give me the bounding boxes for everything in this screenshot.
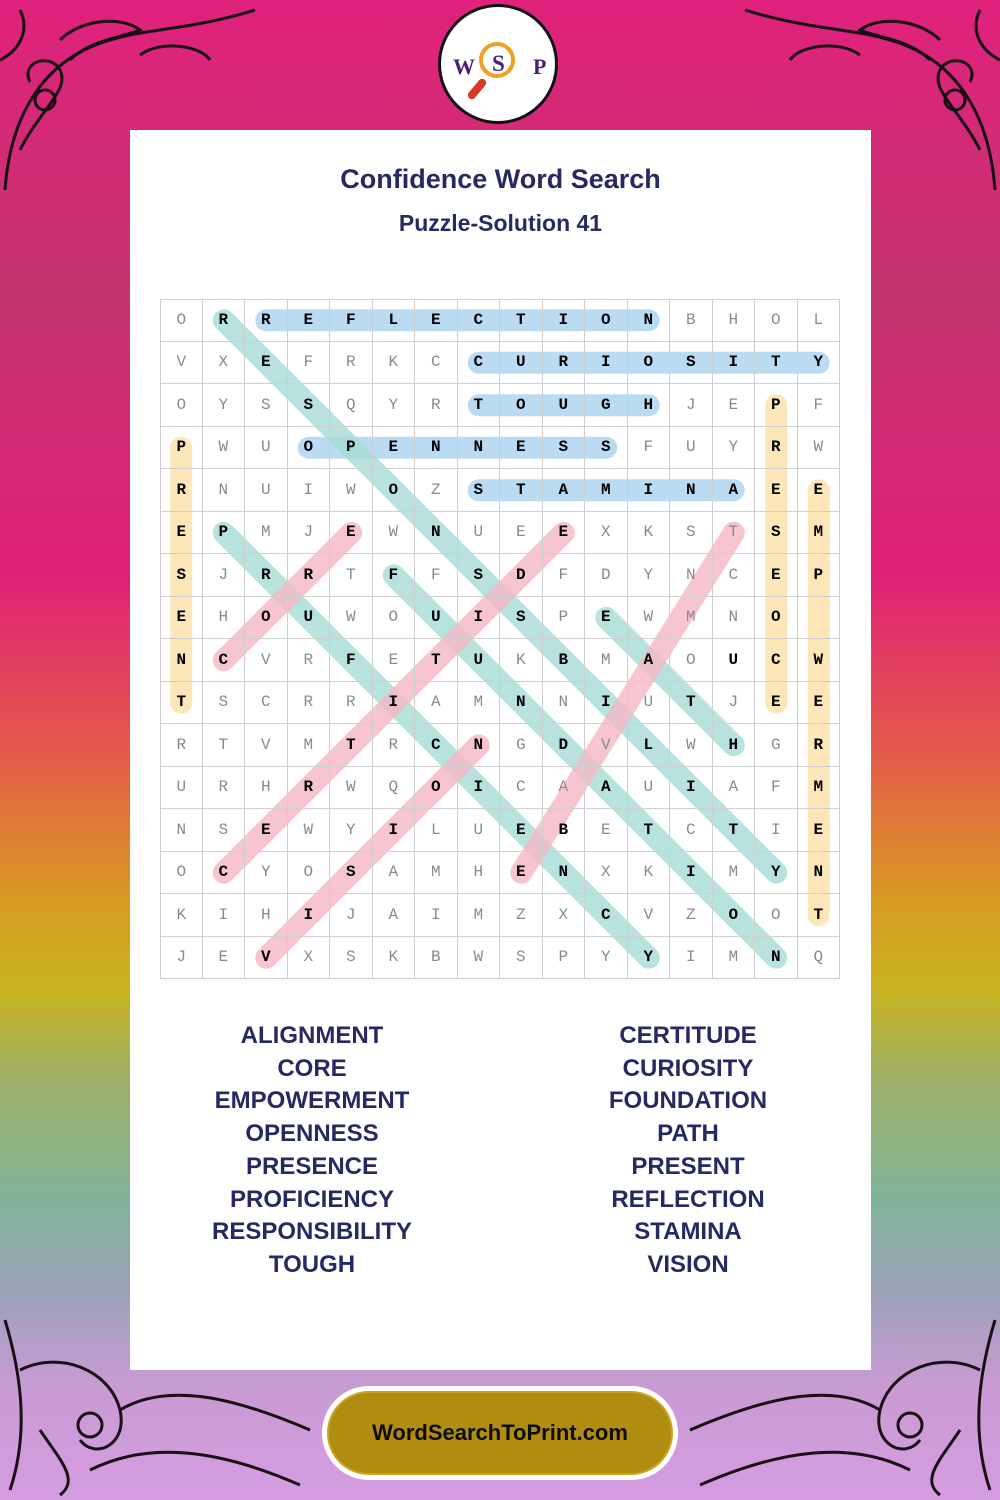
grid-cell[interactable]: E	[713, 384, 756, 427]
grid-cell[interactable]: W	[330, 767, 373, 810]
grid-cell[interactable]: R	[160, 724, 203, 767]
grid-cell[interactable]: M	[288, 724, 331, 767]
grid-cell[interactable]: Z	[500, 894, 543, 937]
grid-cell[interactable]: W	[670, 724, 713, 767]
grid-cell[interactable]: H	[458, 852, 501, 895]
grid-cell[interactable]: H	[203, 597, 246, 640]
word-list-item: TOUGH	[268, 1250, 356, 1278]
grid-cell[interactable]: N	[160, 809, 203, 852]
grid-cell[interactable]: R	[755, 427, 798, 470]
grid-cell[interactable]: E	[245, 809, 288, 852]
grid-cell[interactable]: F	[755, 767, 798, 810]
grid-cell[interactable]: E	[245, 342, 288, 385]
grid-cell[interactable]: J	[330, 894, 373, 937]
grid-cell[interactable]: G	[500, 724, 543, 767]
grid-cell[interactable]: T	[203, 724, 246, 767]
grid-cell[interactable]: O	[755, 597, 798, 640]
grid-cell[interactable]: W	[288, 809, 331, 852]
grid-cell[interactable]: W	[458, 937, 501, 980]
grid-cell[interactable]: F	[330, 299, 373, 342]
grid-cell[interactable]: R	[245, 554, 288, 597]
grid-cell[interactable]: U	[543, 384, 586, 427]
grid-cell[interactable]: C	[245, 682, 288, 725]
grid-cell[interactable]: U	[713, 639, 756, 682]
grid-cell[interactable]: I	[458, 597, 501, 640]
grid-cell[interactable]: V	[245, 937, 288, 980]
grid-cell[interactable]: N	[670, 469, 713, 512]
grid-cell[interactable]: P	[543, 597, 586, 640]
grid-cell[interactable]: O	[585, 299, 628, 342]
grid-cell[interactable]: F	[288, 342, 331, 385]
grid-cell[interactable]: B	[543, 639, 586, 682]
grid-cell[interactable]: Z	[670, 894, 713, 937]
grid-cell[interactable]: O	[628, 342, 671, 385]
grid-cell[interactable]: U	[458, 809, 501, 852]
grid-cell[interactable]: D	[500, 554, 543, 597]
grid-cell[interactable]: N	[628, 299, 671, 342]
grid-cell[interactable]: M	[585, 469, 628, 512]
grid-cell[interactable]: Y	[755, 852, 798, 895]
grid-cell[interactable]: U	[500, 342, 543, 385]
grid-cell[interactable]: R	[543, 342, 586, 385]
grid-cell[interactable]: A	[713, 767, 756, 810]
grid-cell[interactable]: H	[245, 894, 288, 937]
grid-cell[interactable]: N	[755, 937, 798, 980]
grid-cell[interactable]: Y	[628, 937, 671, 980]
grid-cell[interactable]: R	[415, 384, 458, 427]
grid-cell[interactable]: X	[203, 342, 246, 385]
grid-cell[interactable]: H	[713, 299, 756, 342]
grid-cell[interactable]: M	[458, 682, 501, 725]
grid-cell[interactable]: I	[755, 809, 798, 852]
grid-cell[interactable]: M	[585, 639, 628, 682]
grid-cell[interactable]: E	[500, 512, 543, 555]
grid-cell[interactable]: C	[415, 724, 458, 767]
grid-cell[interactable]: T	[713, 809, 756, 852]
grid-cell[interactable]: S	[500, 597, 543, 640]
grid-cell[interactable]: Y	[373, 384, 416, 427]
grid-cell[interactable]: S	[585, 427, 628, 470]
grid-cell[interactable]: E	[798, 469, 841, 512]
grid-cell[interactable]: R	[798, 724, 841, 767]
grid-cell[interactable]: F	[543, 554, 586, 597]
grid-cell[interactable]: M	[670, 597, 713, 640]
grid-cell[interactable]: T	[798, 894, 841, 937]
puzzle-title: Confidence Word Search	[340, 164, 661, 194]
grid-cell[interactable]: I	[458, 767, 501, 810]
grid-cell[interactable]: K	[628, 852, 671, 895]
grid-cell[interactable]: C	[203, 639, 246, 682]
grid-cell[interactable]: R	[373, 724, 416, 767]
grid-cell[interactable]: H	[245, 767, 288, 810]
word-list-item: CERTITUDE	[619, 1022, 757, 1049]
grid-cell[interactable]: N	[415, 512, 458, 555]
grid-cell[interactable]: V	[628, 894, 671, 937]
grid-cell[interactable]: S	[670, 512, 713, 555]
grid-cell[interactable]: U	[628, 682, 671, 725]
grid-cell[interactable]: I	[373, 682, 416, 725]
grid-cell[interactable]: L	[628, 724, 671, 767]
grid-cell[interactable]: N	[203, 469, 246, 512]
grid-cell[interactable]: O	[160, 299, 203, 342]
grid-cell[interactable]: T	[628, 809, 671, 852]
grid-cell[interactable]: G	[585, 384, 628, 427]
grid-cell[interactable]: I	[713, 342, 756, 385]
grid-cell[interactable]: O	[670, 639, 713, 682]
grid-cell[interactable]: W	[373, 512, 416, 555]
grid-cell[interactable]: Y	[203, 384, 246, 427]
grid-cell[interactable]: E	[543, 512, 586, 555]
grid-cell[interactable]: U	[628, 767, 671, 810]
grid-cell[interactable]: Z	[415, 469, 458, 512]
grid-cell[interactable]: R	[245, 299, 288, 342]
grid-cell[interactable]: B	[415, 937, 458, 980]
grid-cell[interactable]: N	[798, 852, 841, 895]
grid-cell[interactable]: A	[543, 469, 586, 512]
grid-cell[interactable]: M	[415, 852, 458, 895]
grid-cell[interactable]: Q	[330, 384, 373, 427]
grid-cell[interactable]: R	[203, 767, 246, 810]
grid-cell[interactable]: W	[628, 597, 671, 640]
grid-cell[interactable]: M	[798, 767, 841, 810]
grid-cell[interactable]: Y	[330, 809, 373, 852]
grid-cell[interactable]: E	[755, 469, 798, 512]
grid-cell[interactable]: W	[330, 469, 373, 512]
grid-cell[interactable]: N	[415, 427, 458, 470]
grid-cell[interactable]: A	[415, 682, 458, 725]
grid-cell[interactable]: T	[160, 682, 203, 725]
grid-cell[interactable]: O	[415, 767, 458, 810]
grid-cell[interactable]: K	[160, 894, 203, 937]
word-list-item: OPENNESS	[245, 1120, 379, 1148]
grid-cell[interactable]: A	[713, 469, 756, 512]
grid-cell[interactable]: E	[585, 597, 628, 640]
word-list-left	[132, 1020, 492, 1282]
grid-cell[interactable]: U	[288, 597, 331, 640]
grid-cell[interactable]: A	[373, 852, 416, 895]
grid-cell[interactable]: V	[245, 724, 288, 767]
grid-cell[interactable]: E	[755, 554, 798, 597]
grid-cell[interactable]: Q	[373, 767, 416, 810]
grid-cell[interactable]: U	[458, 639, 501, 682]
grid-cell[interactable]: P	[755, 384, 798, 427]
grid-cell[interactable]: O	[500, 384, 543, 427]
grid-cell[interactable]: E	[755, 682, 798, 725]
grid-cell[interactable]: J	[160, 937, 203, 980]
word-list-item: ALIGNMENT	[240, 1022, 384, 1049]
grid-cell[interactable]: K	[373, 937, 416, 980]
grid-cell[interactable]: S	[160, 554, 203, 597]
grid-cell[interactable]: E	[160, 597, 203, 640]
word-search-grid-area	[160, 299, 840, 979]
word-list-item: CURIOSITY	[622, 1054, 754, 1082]
grid-cell[interactable]: A	[628, 639, 671, 682]
grid-cell[interactable]: M	[458, 894, 501, 937]
grid-cell[interactable]: P	[798, 554, 841, 597]
grid-cell[interactable]: S	[330, 852, 373, 895]
grid-cell[interactable]: B	[670, 299, 713, 342]
grid-cell[interactable]: L	[415, 809, 458, 852]
grid-cell[interactable]: S	[203, 682, 246, 725]
grid-cell[interactable]: O	[160, 384, 203, 427]
grid-cell[interactable]: B	[543, 809, 586, 852]
grid-cell[interactable]: E	[373, 427, 416, 470]
grid-cell[interactable]: A	[543, 767, 586, 810]
grid-cell[interactable]: E	[203, 937, 246, 980]
grid-cell[interactable]: G	[755, 724, 798, 767]
grid-cell[interactable]: U	[245, 469, 288, 512]
grid-cell[interactable]: S	[670, 342, 713, 385]
grid-cell[interactable]: Y	[713, 427, 756, 470]
grid-cell[interactable]: U	[415, 597, 458, 640]
grid-cell[interactable]: T	[500, 469, 543, 512]
grid-cell[interactable]: C	[203, 852, 246, 895]
word-list-item: CORE	[277, 1054, 347, 1082]
grid-cell[interactable]: Y	[798, 342, 841, 385]
grid-cell[interactable]: S	[755, 512, 798, 555]
grid-cell[interactable]: R	[288, 767, 331, 810]
word-list-item: STAMINA	[634, 1218, 742, 1246]
grid-cell[interactable]: D	[543, 724, 586, 767]
grid-cell[interactable]: X	[585, 852, 628, 895]
site-link-button[interactable]: WordSearchToPrint.com	[322, 1386, 678, 1480]
word-list-item: VISION	[647, 1250, 729, 1278]
grid-cell[interactable]: S	[330, 937, 373, 980]
grid-cell[interactable]: V	[585, 724, 628, 767]
grid-cell[interactable]: J	[203, 554, 246, 597]
puzzle-subtitle: Puzzle-Solution 41	[398, 210, 603, 236]
grid-cell[interactable]: O	[373, 469, 416, 512]
grid-cell[interactable]: Y	[628, 554, 671, 597]
grid-cell[interactable]: I	[628, 469, 671, 512]
grid-cell[interactable]: W	[203, 427, 246, 470]
grid-cell[interactable]: M	[713, 937, 756, 980]
grid-cell[interactable]: E	[500, 427, 543, 470]
letter-grid	[160, 299, 840, 979]
grid-cell[interactable]: P	[160, 427, 203, 470]
grid-cell[interactable]: W	[798, 427, 841, 470]
grid-cell[interactable]: H	[713, 724, 756, 767]
grid-cell[interactable]: E	[585, 809, 628, 852]
grid-cell[interactable]: S	[458, 469, 501, 512]
grid-cell[interactable]: C	[585, 894, 628, 937]
grid-cell[interactable]: T	[500, 299, 543, 342]
grid-cell[interactable]: T	[670, 682, 713, 725]
grid-cell[interactable]: F	[628, 427, 671, 470]
grid-cell[interactable]: M	[713, 852, 756, 895]
grid-cell[interactable]: T	[330, 724, 373, 767]
grid-cell[interactable]: N	[670, 554, 713, 597]
grid-cell[interactable]: F	[330, 639, 373, 682]
grid-cell[interactable]: N	[543, 682, 586, 725]
grid-cell[interactable]: U	[160, 767, 203, 810]
grid-cell[interactable]: N	[543, 852, 586, 895]
grid-cell[interactable]: T	[330, 554, 373, 597]
grid-cell[interactable]: E	[500, 852, 543, 895]
grid-cell[interactable]: J	[288, 512, 331, 555]
grid-cell[interactable]: M	[798, 512, 841, 555]
grid-cell[interactable]: X	[288, 937, 331, 980]
grid-cell[interactable]: O	[245, 597, 288, 640]
word-list-item: PRESENCE	[245, 1152, 379, 1180]
grid-cell[interactable]: F	[798, 384, 841, 427]
word-list-right	[508, 1020, 868, 1282]
grid-cell[interactable]: E	[288, 299, 331, 342]
grid-cell[interactable]: I	[585, 342, 628, 385]
grid-cell[interactable]: N	[458, 427, 501, 470]
grid-cell[interactable]: U	[245, 427, 288, 470]
grid-cell[interactable]: I	[670, 852, 713, 895]
grid-cell[interactable]: R	[288, 639, 331, 682]
grid-cell[interactable]: I	[288, 894, 331, 937]
grid-cell[interactable]: R	[330, 342, 373, 385]
grid-cell[interactable]: L	[373, 299, 416, 342]
word-list-item: REFLECTION	[611, 1185, 765, 1213]
logo[interactable]	[438, 4, 558, 124]
grid-cell[interactable]: R	[330, 682, 373, 725]
word-list-item: EMPOWERMENT	[214, 1087, 410, 1115]
grid-cell[interactable]: D	[585, 554, 628, 597]
grid-cell[interactable]: C	[670, 809, 713, 852]
word-list-item: RESPONSIBILITY	[211, 1218, 413, 1246]
grid-cell[interactable]: F	[415, 554, 458, 597]
grid-cell[interactable]: C	[755, 639, 798, 682]
grid-cell[interactable]: J	[670, 384, 713, 427]
grid-cell[interactable]: P	[330, 427, 373, 470]
grid-cell[interactable]: M	[245, 512, 288, 555]
grid-cell[interactable]: R	[288, 554, 331, 597]
grid-cell[interactable]: C	[458, 342, 501, 385]
grid-cell[interactable]: C	[415, 342, 458, 385]
grid-cell[interactable]: S	[245, 384, 288, 427]
grid-cell[interactable]: K	[500, 639, 543, 682]
grid-cell[interactable]: E	[373, 639, 416, 682]
grid-cell[interactable]: X	[585, 512, 628, 555]
grid-cell[interactable]: R	[160, 469, 203, 512]
grid-cell[interactable]: N	[160, 639, 203, 682]
grid-cell[interactable]: I	[203, 894, 246, 937]
grid-cell[interactable]: E	[415, 299, 458, 342]
grid-cell[interactable]: K	[628, 512, 671, 555]
grid-cell[interactable]: R	[288, 682, 331, 725]
grid-cell[interactable]: O	[288, 427, 331, 470]
grid-cell[interactable]: O	[755, 894, 798, 937]
word-list-item: PATH	[657, 1120, 719, 1148]
grid-cell[interactable]: K	[373, 342, 416, 385]
logo-letter-w: W	[453, 54, 475, 79]
grid-cell[interactable]: O	[713, 894, 756, 937]
grid-cell[interactable]: C	[500, 767, 543, 810]
grid-cell[interactable]: W	[330, 597, 373, 640]
grid-cell[interactable]: I	[670, 767, 713, 810]
grid-cell[interactable]: I	[585, 682, 628, 725]
grid-cell[interactable]: X	[543, 894, 586, 937]
grid-cell[interactable]: O	[288, 852, 331, 895]
word-list-item: FOUNDATION	[608, 1087, 768, 1115]
grid-cell[interactable]: J	[713, 682, 756, 725]
grid-cell[interactable]: S	[500, 937, 543, 980]
grid-cell[interactable]: H	[628, 384, 671, 427]
grid-cell[interactable]: R	[203, 299, 246, 342]
grid-cell[interactable]: V	[160, 342, 203, 385]
grid-cell[interactable]: T	[755, 342, 798, 385]
logo-letter-s: S	[492, 51, 505, 76]
grid-cell[interactable]: S	[203, 809, 246, 852]
grid-cell[interactable]: T	[415, 639, 458, 682]
grid-cell[interactable]: O	[160, 852, 203, 895]
grid-cell[interactable]: U	[670, 427, 713, 470]
word-list-item: PRESENT	[631, 1152, 745, 1180]
grid-cell[interactable]: I	[543, 299, 586, 342]
grid-cell[interactable]: F	[373, 554, 416, 597]
grid-cell[interactable]: V	[245, 639, 288, 682]
grid-cell[interactable]: Y	[245, 852, 288, 895]
grid-cell[interactable]: O	[373, 597, 416, 640]
magnifier-handle	[466, 77, 488, 101]
grid-cell[interactable]: Q	[798, 937, 841, 980]
grid-cell[interactable]: O	[755, 299, 798, 342]
grid-cell[interactable]: S	[543, 427, 586, 470]
puzzle-card	[130, 130, 871, 1370]
grid-cell[interactable]: A	[585, 767, 628, 810]
grid-cell[interactable]: Y	[585, 937, 628, 980]
grid-cell[interactable]: E	[500, 809, 543, 852]
grid-cell[interactable]: E	[160, 512, 203, 555]
grid-cell[interactable]: T	[458, 384, 501, 427]
grid-cell[interactable]: S	[458, 554, 501, 597]
grid-cell[interactable]: I	[373, 809, 416, 852]
grid-cell[interactable]: W	[798, 639, 841, 682]
grid-cell[interactable]: N	[713, 597, 756, 640]
grid-cell[interactable]: I	[670, 937, 713, 980]
word-list-item: PROFICIENCY	[229, 1185, 394, 1213]
grid-cell[interactable]: I	[288, 469, 331, 512]
grid-cell[interactable]: C	[458, 299, 501, 342]
grid-cell[interactable]: A	[373, 894, 416, 937]
grid-cell[interactable]: P	[203, 512, 246, 555]
grid-cell[interactable]: E	[798, 682, 841, 725]
grid-cell[interactable]	[798, 597, 841, 640]
grid-cell[interactable]: U	[458, 512, 501, 555]
grid-cell[interactable]: I	[415, 894, 458, 937]
grid-cell[interactable]: L	[798, 299, 841, 342]
grid-cell[interactable]: S	[288, 384, 331, 427]
grid-cell[interactable]: E	[798, 809, 841, 852]
grid-cell[interactable]: P	[543, 937, 586, 980]
grid-cell[interactable]: N	[500, 682, 543, 725]
grid-cell[interactable]: E	[330, 512, 373, 555]
grid-cell[interactable]: T	[713, 512, 756, 555]
grid-cell[interactable]: N	[458, 724, 501, 767]
logo-letter-p: P	[533, 54, 547, 79]
grid-cell[interactable]: C	[713, 554, 756, 597]
